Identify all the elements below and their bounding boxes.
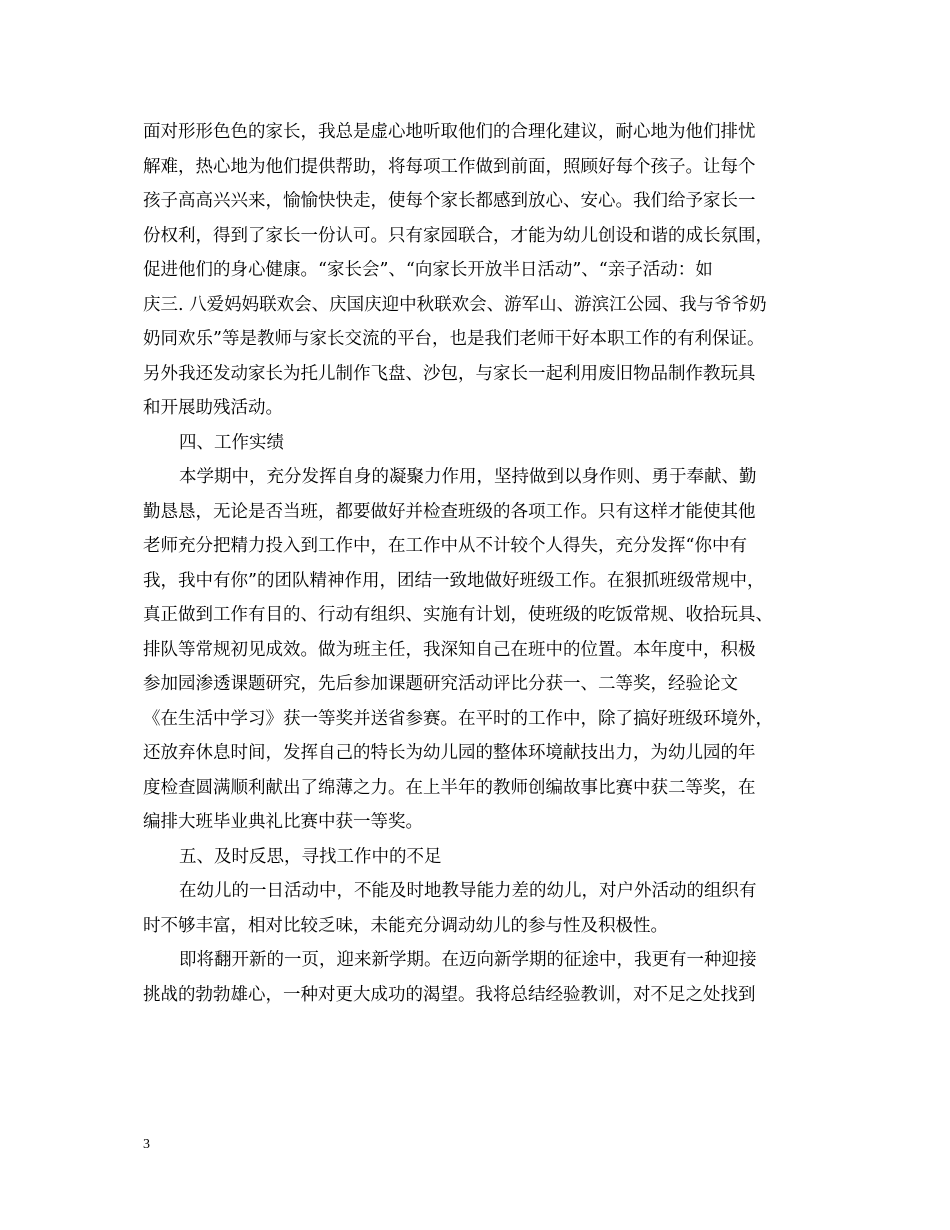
text-line: 勤恳恳，无论是否当班，都要做好并检查班级的各项工作。只有这样才能使其他 <box>143 501 756 522</box>
text-line: 参加园渗透课题研究，先后参加课题研究活动评比分获一、二等奖，经验论文 <box>143 674 738 694</box>
page-number: 3 <box>143 1137 150 1152</box>
text-line: 还放弃休息时间，发挥自己的特长为幼儿园的整体环境献技出力，为幼儿园的年 <box>143 743 756 763</box>
section-heading: 四、工作实绩 <box>179 432 284 453</box>
section-heading: 五、及时反思，寻找工作中的不足 <box>179 846 442 867</box>
text-line: 即将翻开新的一页，迎来新学期。在迈向新学期的征途中，我更有一种迎接 <box>179 950 757 970</box>
text-line: 面对形形色色的家长，我总是虚心地听取他们的合理化建议，耐心地为他们排忧 <box>143 122 756 142</box>
text-line: 解难，热心地为他们提供帮助，将每项工作做到前面，照顾好每个孩子。让每个 <box>143 156 756 177</box>
text-line: 本学期中，充分发挥自身的凝聚力作用，坚持做到以身作则、勇于奉献、勤 <box>179 467 757 487</box>
text-line: 和开展助残活动。 <box>143 398 283 418</box>
text-line: 《在生活中学习》获一等奖并送省参赛。在平时的工作中，除了搞好班级环境外， <box>143 708 773 729</box>
text-line: 在幼儿的一日活动中，不能及时地教导能力差的幼儿，对户外活动的组织有 <box>179 881 757 901</box>
text-line: 编排大班毕业典礼比赛中获一等奖。 <box>143 812 423 832</box>
text-line: 挑战的勃勃雄心，一种对更大成功的渴望。我将总结经验教训，对不足之处找到 <box>143 984 756 1005</box>
text-line: 度检查圆满顺利献出了绵薄之力。在上半年的教师创编故事比赛中获二等奖，在 <box>143 777 756 798</box>
text-line: 老师充分把精力投入到工作中，在工作中从不计较个人得失，充分发挥“你中有 <box>143 536 747 556</box>
text-line: 庆三. 八爱妈妈联欢会、庆国庆迎中秋联欢会、游军山、游滨江公园、我与爷爷奶 <box>143 294 767 315</box>
text-line: 促进他们的身心健康。“家长会”、“向家长开放半日活动”、“亲子活动：如 <box>143 260 713 280</box>
text-line: 我，我中有你”的团队精神作用，团结一致地做好班级工作。在狠抓班级常规中， <box>143 570 765 591</box>
text-line: 另外我还发动家长为托儿制作飞盘、沙包，与家长一起利用废旧物品制作教玩具 <box>143 363 756 384</box>
text-line: 奶同欢乐”等是教师与家长交流的平台，也是我们老师干好本职工作的有利保证。 <box>143 329 765 349</box>
text-line: 时不够丰富，相对比较乏味，未能充分调动幼儿的参与性及积极性。 <box>143 915 668 936</box>
text-line: 真正做到工作有目的、行动有组织、实施有计划，使班级的吃饭常规、收拾玩具、 <box>143 605 773 625</box>
text-line: 孩子高高兴兴来，愉愉快快走，使每个家长都感到放心、安心。我们给予家长一 <box>143 191 756 211</box>
text-line: 排队等常规初见成效。做为班主任，我深知自己在班中的位置。本年度中，积极 <box>143 639 756 660</box>
body-text <box>143 115 803 1012</box>
text-line: 份权利，得到了家长一份认可。只有家园联合，才能为幼儿创设和谐的成长氛围， <box>143 225 773 246</box>
